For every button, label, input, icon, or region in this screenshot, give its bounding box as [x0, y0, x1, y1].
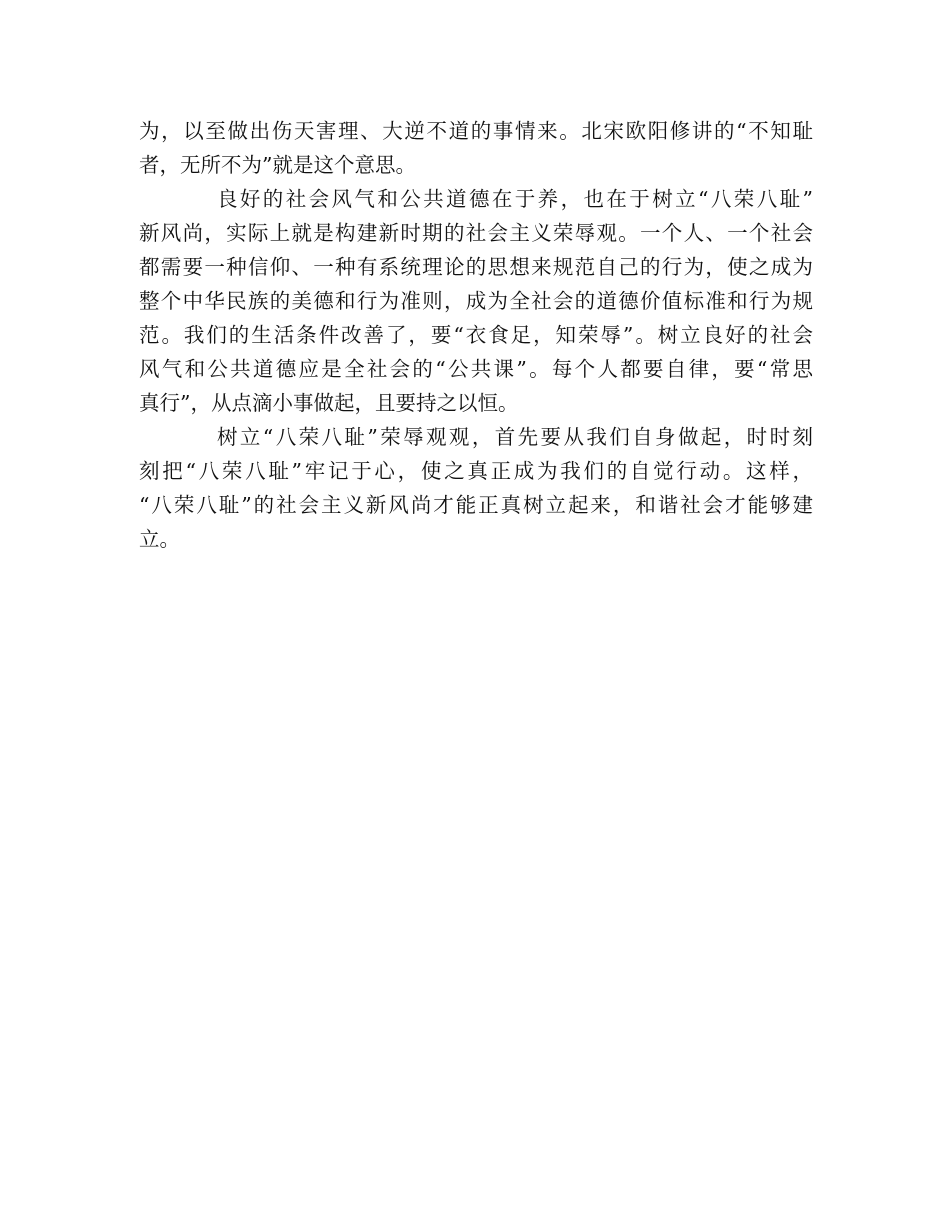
text-line: “八荣八耻”的社会主义新风尚才能正真树立起来，和谐社会才能够建: [139, 493, 813, 517]
paragraph-1: [139, 114, 813, 182]
text-line: 范。我们的生活条件改善了，要“衣食足，知荣辱”。树立良好的社会: [139, 323, 813, 347]
text-line: 良好的社会风气和公共道德在于养，也在于树立“八荣八耻”: [217, 187, 813, 211]
text-line: 风气和公共道德应是全社会的“公共课”。每个人都要自律，要“常思: [139, 357, 813, 381]
text-line: 都需要一种信仰、一种有系统理论的思想来规范自己的行为，使之成为: [139, 255, 813, 279]
paragraph-3: [139, 420, 813, 556]
text-line: 树立“八荣八耻”荣辱观观，首先要从我们自身做起，时时刻: [217, 425, 813, 449]
text-line: 刻把“八荣八耻”牢记于心，使之真正成为我们的自觉行动。这样，: [139, 459, 813, 483]
text-line: 者，无所不为”就是这个意思。: [139, 153, 416, 177]
text-line: 立。: [139, 527, 180, 551]
text-line: 整个中华民族的美德和行为准则，成为全社会的道德价值标准和行为规: [139, 289, 813, 313]
document-body: [139, 114, 813, 556]
text-line: 真行”，从点滴小事做起，且要持之以恒。: [139, 391, 519, 415]
paragraph-2: [139, 182, 813, 420]
text-line: 为，以至做出伤天害理、大逆不道的事情来。北宋欧阳修讲的“不知耻: [139, 119, 813, 143]
text-line: 新风尚，实际上就是构建新时期的社会主义荣辱观。一个人、一个社会: [139, 221, 813, 245]
